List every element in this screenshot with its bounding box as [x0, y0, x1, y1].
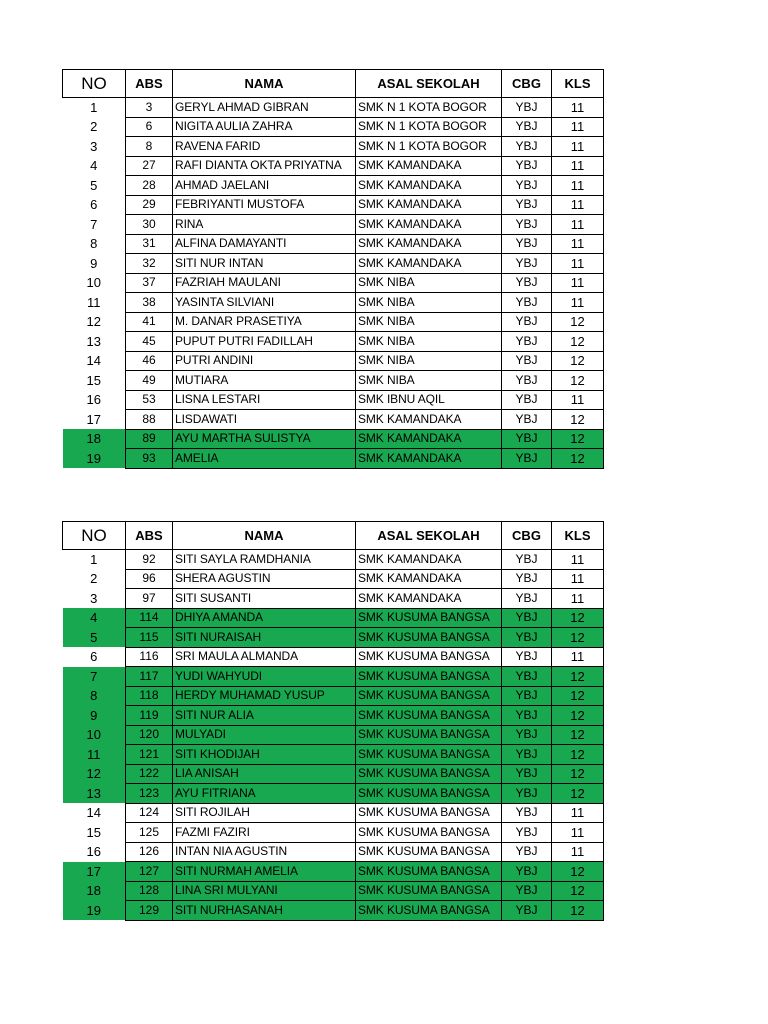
cell-nama: MUTIARA [173, 371, 356, 391]
cell-cbg: YBJ [502, 273, 552, 293]
cell-no: 19 [63, 449, 126, 469]
cell-asal-sekolah: SMK KAMANDAKA [356, 550, 502, 570]
cell-abs: 41 [126, 312, 173, 332]
cell-asal-sekolah: SMK KAMANDAKA [356, 429, 502, 449]
table-row [63, 647, 604, 667]
cell-cbg: YBJ [502, 137, 552, 157]
table-row [63, 429, 604, 449]
table-row [63, 881, 604, 901]
table-row [63, 137, 604, 157]
cell-abs: 29 [126, 195, 173, 215]
table-row [63, 351, 604, 371]
cell-no: 6 [63, 647, 126, 667]
cell-kls: 11 [552, 803, 604, 823]
cell-nama: LISNA LESTARI [173, 390, 356, 410]
cell-asal-sekolah: SMK KUSUMA BANGSA [356, 862, 502, 882]
header-kls: KLS [552, 522, 604, 550]
cell-cbg: YBJ [502, 862, 552, 882]
cell-nama: AYU FITRIANA [173, 784, 356, 804]
cell-nama: FEBRIYANTI MUSTOFA [173, 195, 356, 215]
cell-no: 14 [63, 803, 126, 823]
table-row [63, 195, 604, 215]
cell-asal-sekolah: SMK N 1 KOTA BOGOR [356, 98, 502, 118]
cell-kls: 11 [552, 823, 604, 843]
cell-abs: 53 [126, 390, 173, 410]
table-row [63, 117, 604, 137]
cell-abs: 89 [126, 429, 173, 449]
cell-kls: 11 [552, 254, 604, 274]
cell-no: 6 [63, 195, 126, 215]
cell-nama: YASINTA SILVIANI [173, 293, 356, 313]
table-row [63, 371, 604, 391]
cell-cbg: YBJ [502, 901, 552, 921]
cell-nama: RAFI DIANTA OKTA PRIYATNA [173, 156, 356, 176]
header-abs: ABS [126, 522, 173, 550]
cell-cbg: YBJ [502, 215, 552, 235]
table-row [63, 686, 604, 706]
cell-kls: 12 [552, 449, 604, 469]
cell-nama: AYU MARTHA SULISTYA [173, 429, 356, 449]
cell-abs: 116 [126, 647, 173, 667]
cell-nama: INTAN NIA AGUSTIN [173, 842, 356, 862]
cell-nama: SHERA AGUSTIN [173, 569, 356, 589]
cell-cbg: YBJ [502, 254, 552, 274]
table-row [63, 823, 604, 843]
cell-kls: 11 [552, 117, 604, 137]
table-row [63, 293, 604, 313]
cell-kls: 12 [552, 901, 604, 921]
cell-cbg: YBJ [502, 351, 552, 371]
header-abs: ABS [126, 70, 173, 98]
cell-asal-sekolah: SMK IBNU AQIL [356, 390, 502, 410]
cell-asal-sekolah: SMK KUSUMA BANGSA [356, 667, 502, 687]
table-row [63, 628, 604, 648]
cell-asal-sekolah: SMK N 1 KOTA BOGOR [356, 137, 502, 157]
table-row [63, 390, 604, 410]
cell-abs: 49 [126, 371, 173, 391]
cell-kls: 11 [552, 647, 604, 667]
cell-abs: 127 [126, 862, 173, 882]
cell-abs: 45 [126, 332, 173, 352]
table-row [63, 550, 604, 570]
cell-asal-sekolah: SMK KUSUMA BANGSA [356, 784, 502, 804]
cell-cbg: YBJ [502, 823, 552, 843]
table-row [63, 332, 604, 352]
cell-cbg: YBJ [502, 176, 552, 196]
table-row [63, 589, 604, 609]
cell-no: 12 [63, 312, 126, 332]
table-row [63, 745, 604, 765]
cell-no: 2 [63, 569, 126, 589]
cell-nama: AMELIA [173, 449, 356, 469]
cell-nama: MULYADI [173, 725, 356, 745]
cell-kls: 12 [552, 312, 604, 332]
header-asal-sekolah: ASAL SEKOLAH [356, 522, 502, 550]
header-no: NO [63, 522, 126, 550]
cell-kls: 11 [552, 842, 604, 862]
cell-kls: 12 [552, 410, 604, 430]
cell-nama: SITI ROJILAH [173, 803, 356, 823]
table-row [63, 156, 604, 176]
cell-no: 3 [63, 589, 126, 609]
cell-no: 12 [63, 764, 126, 784]
cell-asal-sekolah: SMK KUSUMA BANGSA [356, 881, 502, 901]
cell-cbg: YBJ [502, 686, 552, 706]
cell-asal-sekolah: SMK NIBA [356, 312, 502, 332]
cell-asal-sekolah: SMK NIBA [356, 293, 502, 313]
cell-kls: 12 [552, 351, 604, 371]
table-row [63, 667, 604, 687]
cell-nama: PUPUT PUTRI FADILLAH [173, 332, 356, 352]
cell-kls: 12 [552, 706, 604, 726]
cell-nama: NIGITA AULIA ZAHRA [173, 117, 356, 137]
cell-nama: LINA SRI MULYANI [173, 881, 356, 901]
cell-abs: 30 [126, 215, 173, 235]
cell-nama: FAZRIAH MAULANI [173, 273, 356, 293]
cell-abs: 122 [126, 764, 173, 784]
cell-asal-sekolah: SMK KAMANDAKA [356, 176, 502, 196]
cell-no: 4 [63, 156, 126, 176]
table-row [63, 862, 604, 882]
table-row [63, 842, 604, 862]
cell-no: 10 [63, 725, 126, 745]
cell-no: 11 [63, 745, 126, 765]
table-row [63, 176, 604, 196]
cell-abs: 28 [126, 176, 173, 196]
cell-no: 17 [63, 410, 126, 430]
cell-kls: 12 [552, 686, 604, 706]
cell-kls: 12 [552, 608, 604, 628]
cell-kls: 11 [552, 293, 604, 313]
cell-abs: 117 [126, 667, 173, 687]
header-cbg: CBG [502, 522, 552, 550]
roster-table-1 [62, 69, 604, 469]
cell-no: 1 [63, 98, 126, 118]
cell-asal-sekolah: SMK KAMANDAKA [356, 254, 502, 274]
header-no: NO [63, 70, 126, 98]
cell-nama: LIA ANISAH [173, 764, 356, 784]
table-row [63, 784, 604, 804]
cell-abs: 38 [126, 293, 173, 313]
cell-asal-sekolah: SMK NIBA [356, 371, 502, 391]
cell-asal-sekolah: SMK KUSUMA BANGSA [356, 706, 502, 726]
cell-no: 5 [63, 628, 126, 648]
cell-abs: 8 [126, 137, 173, 157]
cell-abs: 32 [126, 254, 173, 274]
cell-no: 3 [63, 137, 126, 157]
cell-kls: 12 [552, 745, 604, 765]
cell-cbg: YBJ [502, 117, 552, 137]
cell-kls: 12 [552, 862, 604, 882]
cell-abs: 97 [126, 589, 173, 609]
cell-no: 14 [63, 351, 126, 371]
cell-no: 4 [63, 608, 126, 628]
cell-nama: SITI SUSANTI [173, 589, 356, 609]
cell-nama: FAZMI FAZIRI [173, 823, 356, 843]
table-row [63, 725, 604, 745]
cell-kls: 12 [552, 429, 604, 449]
table-row [63, 901, 604, 921]
cell-no: 13 [63, 332, 126, 352]
cell-asal-sekolah: SMK KUSUMA BANGSA [356, 901, 502, 921]
cell-cbg: YBJ [502, 608, 552, 628]
cell-nama: AHMAD JAELANI [173, 176, 356, 196]
cell-kls: 11 [552, 550, 604, 570]
cell-asal-sekolah: SMK NIBA [356, 351, 502, 371]
cell-cbg: YBJ [502, 449, 552, 469]
cell-nama: LISDAWATI [173, 410, 356, 430]
cell-kls: 11 [552, 137, 604, 157]
cell-nama: RINA [173, 215, 356, 235]
cell-cbg: YBJ [502, 745, 552, 765]
table-row [63, 706, 604, 726]
table-row [63, 312, 604, 332]
cell-abs: 3 [126, 98, 173, 118]
cell-kls: 11 [552, 589, 604, 609]
cell-no: 16 [63, 842, 126, 862]
cell-cbg: YBJ [502, 589, 552, 609]
cell-kls: 12 [552, 725, 604, 745]
cell-cbg: YBJ [502, 550, 552, 570]
cell-kls: 12 [552, 628, 604, 648]
cell-asal-sekolah: SMK KUSUMA BANGSA [356, 628, 502, 648]
cell-kls: 11 [552, 273, 604, 293]
cell-kls: 12 [552, 784, 604, 804]
cell-abs: 27 [126, 156, 173, 176]
cell-cbg: YBJ [502, 784, 552, 804]
cell-cbg: YBJ [502, 156, 552, 176]
cell-asal-sekolah: SMK NIBA [356, 332, 502, 352]
cell-asal-sekolah: SMK KAMANDAKA [356, 156, 502, 176]
cell-nama: GERYL AHMAD GIBRAN [173, 98, 356, 118]
table-row [63, 608, 604, 628]
cell-cbg: YBJ [502, 293, 552, 313]
cell-asal-sekolah: SMK KUSUMA BANGSA [356, 608, 502, 628]
cell-kls: 12 [552, 332, 604, 352]
cell-no: 8 [63, 234, 126, 254]
cell-kls: 11 [552, 234, 604, 254]
cell-nama: SITI NURAISAH [173, 628, 356, 648]
cell-abs: 114 [126, 608, 173, 628]
cell-cbg: YBJ [502, 195, 552, 215]
cell-asal-sekolah: SMK KAMANDAKA [356, 449, 502, 469]
cell-abs: 123 [126, 784, 173, 804]
cell-asal-sekolah: SMK KUSUMA BANGSA [356, 803, 502, 823]
header-nama: NAMA [173, 70, 356, 98]
table-row [63, 764, 604, 784]
cell-kls: 11 [552, 176, 604, 196]
cell-nama: SITI NUR ALIA [173, 706, 356, 726]
cell-cbg: YBJ [502, 706, 552, 726]
cell-cbg: YBJ [502, 429, 552, 449]
table-row [63, 215, 604, 235]
cell-abs: 119 [126, 706, 173, 726]
cell-kls: 11 [552, 215, 604, 235]
cell-asal-sekolah: SMK KUSUMA BANGSA [356, 764, 502, 784]
cell-no: 15 [63, 371, 126, 391]
table-row [63, 98, 604, 118]
table-row [63, 803, 604, 823]
cell-abs: 129 [126, 901, 173, 921]
cell-abs: 121 [126, 745, 173, 765]
cell-kls: 12 [552, 764, 604, 784]
cell-asal-sekolah: SMK KAMANDAKA [356, 569, 502, 589]
cell-asal-sekolah: SMK N 1 KOTA BOGOR [356, 117, 502, 137]
table-row [63, 273, 604, 293]
cell-abs: 93 [126, 449, 173, 469]
cell-abs: 46 [126, 351, 173, 371]
cell-nama: SITI NUR INTAN [173, 254, 356, 274]
cell-no: 9 [63, 706, 126, 726]
cell-asal-sekolah: SMK KUSUMA BANGSA [356, 745, 502, 765]
cell-nama: HERDY MUHAMAD YUSUP [173, 686, 356, 706]
table-row [63, 410, 604, 430]
cell-nama: SITI SAYLA RAMDHANIA [173, 550, 356, 570]
cell-kls: 11 [552, 569, 604, 589]
cell-asal-sekolah: SMK KAMANDAKA [356, 234, 502, 254]
header-kls: KLS [552, 70, 604, 98]
cell-cbg: YBJ [502, 881, 552, 901]
cell-no: 15 [63, 823, 126, 843]
cell-kls: 11 [552, 156, 604, 176]
cell-abs: 120 [126, 725, 173, 745]
cell-abs: 118 [126, 686, 173, 706]
cell-no: 2 [63, 117, 126, 137]
cell-no: 9 [63, 254, 126, 274]
cell-no: 11 [63, 293, 126, 313]
cell-cbg: YBJ [502, 842, 552, 862]
cell-cbg: YBJ [502, 725, 552, 745]
cell-abs: 125 [126, 823, 173, 843]
cell-asal-sekolah: SMK KAMANDAKA [356, 589, 502, 609]
cell-no: 1 [63, 550, 126, 570]
table-row [63, 569, 604, 589]
cell-kls: 12 [552, 881, 604, 901]
cell-asal-sekolah: SMK KAMANDAKA [356, 215, 502, 235]
cell-nama: SRI MAULA ALMANDA [173, 647, 356, 667]
cell-asal-sekolah: SMK KUSUMA BANGSA [356, 647, 502, 667]
cell-no: 18 [63, 881, 126, 901]
cell-abs: 88 [126, 410, 173, 430]
cell-nama: SITI NURMAH AMELIA [173, 862, 356, 882]
cell-asal-sekolah: SMK KUSUMA BANGSA [356, 823, 502, 843]
cell-no: 8 [63, 686, 126, 706]
cell-abs: 92 [126, 550, 173, 570]
cell-abs: 31 [126, 234, 173, 254]
cell-nama: SITI KHODIJAH [173, 745, 356, 765]
cell-abs: 124 [126, 803, 173, 823]
header-nama: NAMA [173, 522, 356, 550]
table-header-row [63, 70, 604, 98]
cell-no: 17 [63, 862, 126, 882]
cell-asal-sekolah: SMK KUSUMA BANGSA [356, 686, 502, 706]
cell-cbg: YBJ [502, 569, 552, 589]
table-row [63, 234, 604, 254]
table-row [63, 449, 604, 469]
cell-asal-sekolah: SMK KAMANDAKA [356, 195, 502, 215]
cell-kls: 12 [552, 371, 604, 391]
header-asal-sekolah: ASAL SEKOLAH [356, 70, 502, 98]
cell-kls: 12 [552, 667, 604, 687]
cell-cbg: YBJ [502, 764, 552, 784]
table-header-row [63, 522, 604, 550]
cell-cbg: YBJ [502, 332, 552, 352]
cell-nama: RAVENA FARID [173, 137, 356, 157]
cell-no: 7 [63, 215, 126, 235]
table-row [63, 254, 604, 274]
roster-body-1 [63, 98, 604, 469]
cell-cbg: YBJ [502, 234, 552, 254]
cell-kls: 11 [552, 195, 604, 215]
cell-no: 16 [63, 390, 126, 410]
cell-cbg: YBJ [502, 371, 552, 391]
cell-cbg: YBJ [502, 390, 552, 410]
cell-nama: SITI NURHASANAH [173, 901, 356, 921]
cell-abs: 6 [126, 117, 173, 137]
cell-cbg: YBJ [502, 667, 552, 687]
cell-abs: 128 [126, 881, 173, 901]
cell-cbg: YBJ [502, 98, 552, 118]
cell-nama: YUDI WAHYUDI [173, 667, 356, 687]
cell-nama: ALFINA DAMAYANTI [173, 234, 356, 254]
cell-abs: 115 [126, 628, 173, 648]
cell-no: 13 [63, 784, 126, 804]
cell-nama: M. DANAR PRASETIYA [173, 312, 356, 332]
cell-no: 19 [63, 901, 126, 921]
cell-cbg: YBJ [502, 410, 552, 430]
roster-body-2 [63, 550, 604, 921]
cell-no: 18 [63, 429, 126, 449]
cell-abs: 37 [126, 273, 173, 293]
cell-cbg: YBJ [502, 628, 552, 648]
cell-cbg: YBJ [502, 803, 552, 823]
cell-asal-sekolah: SMK KUSUMA BANGSA [356, 725, 502, 745]
cell-nama: PUTRI ANDINI [173, 351, 356, 371]
cell-cbg: YBJ [502, 647, 552, 667]
header-cbg: CBG [502, 70, 552, 98]
cell-nama: DHIYA AMANDA [173, 608, 356, 628]
cell-cbg: YBJ [502, 312, 552, 332]
cell-asal-sekolah: SMK NIBA [356, 273, 502, 293]
cell-abs: 96 [126, 569, 173, 589]
cell-no: 10 [63, 273, 126, 293]
cell-no: 7 [63, 667, 126, 687]
roster-table-2 [62, 521, 604, 921]
cell-kls: 11 [552, 98, 604, 118]
cell-kls: 11 [552, 390, 604, 410]
cell-asal-sekolah: SMK KAMANDAKA [356, 410, 502, 430]
cell-no: 5 [63, 176, 126, 196]
cell-asal-sekolah: SMK KUSUMA BANGSA [356, 842, 502, 862]
cell-abs: 126 [126, 842, 173, 862]
